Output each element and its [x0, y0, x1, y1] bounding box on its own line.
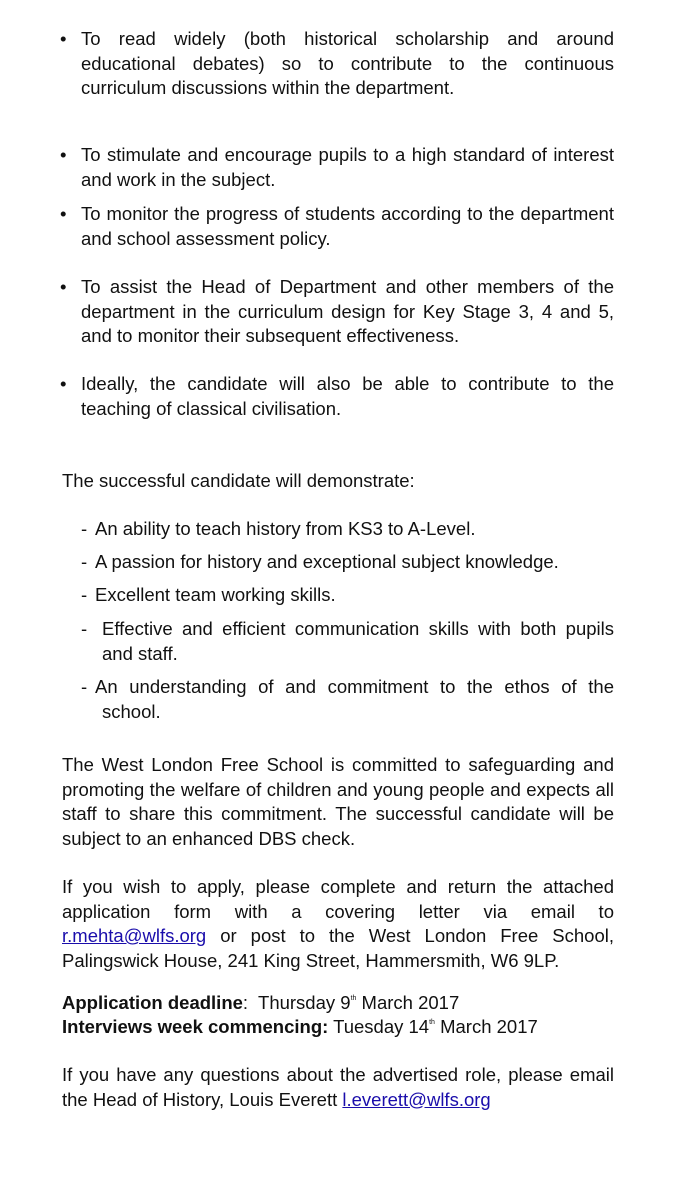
demonstrate-item — [81, 617, 614, 666]
deadline-ordinal: th — [350, 995, 357, 1002]
deadline-label: Application deadline — [62, 992, 243, 1013]
bullet-text: To stimulate and encourage pupils to a high standard of interest and work in the subject. — [81, 144, 614, 190]
deadline-month: March 2017 — [356, 992, 460, 1013]
bullet-item — [60, 275, 614, 349]
demonstrate-text: An ability to teach history from KS3 to A-Level. — [95, 518, 476, 539]
deadline-value: Thursday 9 — [258, 992, 351, 1013]
questions-email-link[interactable]: l.everett@wlfs.org — [342, 1088, 491, 1110]
interviews-label: Interviews week commencing: — [62, 1016, 329, 1037]
demonstrate-heading: The successful candidate will demonstrate: — [62, 470, 415, 491]
interviews-month: March 2017 — [434, 1016, 538, 1037]
apply-text-before: If you wish to apply, please complete and return the attached application form with a covering letter via email to — [62, 876, 614, 922]
demonstrate-text: Excellent team working skills. — [95, 584, 336, 605]
bullet-mark: • — [60, 28, 67, 49]
dash-mark: - — [81, 618, 88, 639]
bullet-text: To monitor the progress of students according to the department and school assessment policy. — [81, 203, 614, 249]
apply-paragraph — [62, 875, 614, 973]
safeguarding-paragraph: The West London Free School is committed to safeguarding and promoting the welfare of children and young people and expects all staff to share this commitment. The successful candidate will be subject to an enhanced DBS check. — [62, 754, 614, 849]
demonstrate-item — [81, 517, 614, 542]
bullet-item — [60, 372, 614, 421]
apply-email-link[interactable]: r.mehta@wlfs.org — [62, 925, 207, 946]
bullet-text: Ideally, the candidate will also be able to contribute to the teaching of classical civilisation. — [81, 373, 614, 419]
bullet-item — [60, 27, 614, 101]
bullet-mark: • — [60, 373, 67, 394]
demonstrate-item — [81, 583, 614, 608]
bullet-text: To read widely (both historical scholarship and around educational debates) so to contribute to the continuous curriculum discussions within the department. — [81, 28, 614, 98]
questions-paragraph — [62, 1063, 614, 1112]
bullet-text: To assist the Head of Department and other members of the department in the curriculum design for Key Stage 3, 4 and 5, and to monitor their subsequent effectiveness. — [81, 276, 614, 346]
dash-mark: - — [81, 676, 88, 697]
deadline-colon: : — [242, 992, 249, 1013]
bullet-item — [60, 143, 614, 192]
demonstrate-text: A passion for history and exceptional subject knowledge. — [95, 551, 559, 572]
bullet-mark: • — [60, 144, 67, 165]
dash-mark: - — [81, 551, 88, 572]
application-deadline — [62, 991, 614, 1016]
questions-text: If you have any questions about the advertised role, please email the Head of History, Louis Everett — [62, 1064, 614, 1110]
bullet-item — [60, 202, 614, 251]
demonstrate-item — [81, 675, 614, 724]
apply-text-after: or post to the West London Free School, Palingswick House, 241 King Street, Hammersmith, W6 9LP. — [62, 925, 614, 971]
demonstrate-item — [81, 550, 614, 575]
dash-mark: - — [81, 518, 88, 539]
interviews-ordinal: th — [429, 1019, 435, 1026]
demonstrate-text: Effective and efficient communication skills with both pupils and staff. — [102, 618, 614, 664]
bullet-mark: • — [60, 203, 67, 224]
dash-mark: - — [81, 584, 88, 605]
interviews-value: Tuesday 14 — [328, 1016, 430, 1037]
bullet-mark: • — [60, 276, 67, 297]
interviews-week — [62, 1015, 614, 1040]
demonstrate-text: An understanding of and commitment to the ethos of the school. — [95, 676, 614, 722]
